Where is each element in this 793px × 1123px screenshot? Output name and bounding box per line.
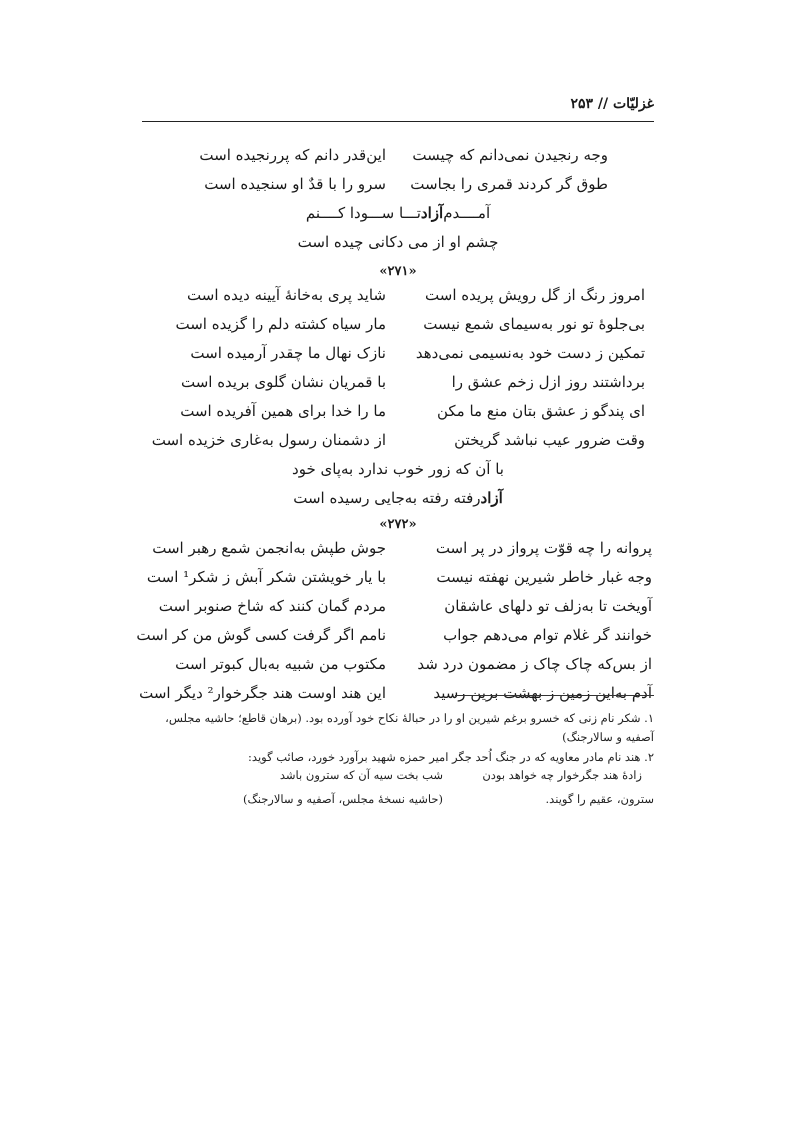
hemistich-left: سرو را با قدٌ او سنجیده است (204, 175, 386, 193)
verse-row (142, 315, 654, 344)
hemistich-right: وجه غبار خاطر شیرین نهفته نیست (436, 568, 652, 586)
hemistich-left: جوش طپش به‌انجمن شمع رهبر است (152, 539, 386, 557)
footnote-1: ۱. شکر نام زنی که خسرو برغم شیرین او را در حبالهٔ نکاح خود آورده بود. (برهان قاطع؛ حاشیه مجلس، آصفیه و سالارجنگ) (165, 711, 654, 744)
hemistich-right: آدم به‌این زمین ز بهشت برین رسید (433, 684, 652, 702)
hemistich-right: امروز رنگ از گل رویش پریده است (425, 286, 645, 304)
hemistich-right: تمکین ز دست خود به‌نسیمی نمی‌دهد (415, 344, 645, 362)
hemistich-right: وقت ضرور عیب نباشد گریختن (454, 431, 645, 449)
verse-row (142, 568, 654, 597)
verse-row (142, 597, 654, 626)
hemistich-right: ای پندگو ز عشق بتان منع ما مکن (436, 402, 645, 420)
hemistich-left: مردم گمان کنند که شاخ صنوبر است (158, 597, 386, 615)
poem-continuation (142, 146, 654, 262)
hemistich-left: مار سیاه کشته دلم را گزیده است (175, 315, 386, 333)
poem-272 (136, 539, 654, 713)
hemistich-left: مکتوب من شبیه به‌بال کبوتر است (175, 655, 386, 673)
verse-row (142, 175, 654, 204)
hemistich-left: با قمریان نشان گلوی بریده است (180, 373, 386, 391)
verse-row (142, 373, 654, 402)
closing-text: چشم او از می دکانی چیده است (297, 233, 499, 251)
verse-row (142, 655, 654, 684)
footnote-verse-left: شب بخت سیه آن که سترون باشد (279, 768, 443, 782)
hemistich-right: از بس‌که چاک چاک ز مضمون درد شد (417, 655, 652, 673)
verse-row (142, 402, 654, 431)
closing-text-after: تـــا ســـودا کــــنم (305, 204, 421, 222)
poem-271 (142, 286, 654, 518)
hemistich-right: برداشتند روز ازل زخم عشق را (451, 373, 645, 391)
hemistich-right: وجه رنجیدن نمی‌دانم که چیست (412, 146, 608, 164)
page-header: غزلیّات // ۲۵۳ (570, 96, 654, 112)
hemistich-right: بی‌جلوهٔ تو نور به‌سیمای شمع نیست (423, 315, 645, 333)
verse-row (136, 626, 654, 655)
footnote-definition: سترون، عقیم را گویند. (545, 792, 654, 806)
closing-text: با آن که زور خوب ندارد به‌پای خود (292, 460, 504, 478)
hemistich-right: آویخت تا به‌زلف تو دلهای عاشقان (444, 597, 652, 615)
hemistich-right: خوانند گر غلام توام می‌دهم جواب (443, 626, 652, 644)
hemistich-left: این‌قدر دانم که پررنجیده است (199, 146, 386, 164)
closing-line (142, 233, 654, 262)
verse-row (142, 431, 654, 460)
pen-name: آزاد (420, 204, 444, 222)
closing-text-before: آمــــدم (443, 204, 491, 222)
header-rule (142, 121, 654, 122)
poem-number: «۲۷۲» (379, 517, 417, 532)
footnote-source: (حاشیه نسخهٔ مجلس، آصفیه و سالارجنگ) (242, 792, 443, 806)
hemistich-right: پروانه را چه قوّت پرواز در پر است (435, 539, 652, 557)
hemistich-left: نازک نهال ما چقدر آرمیده است (190, 344, 386, 362)
poem-number: «۲۷۱» (379, 264, 417, 279)
hemistich-left: این هند اوست هند جگرخوار² دیگر است (139, 684, 386, 702)
hemistich-left: از دشمنان رسول به‌غاری خزیده است (151, 431, 386, 449)
hemistich-right: طوق گر کردند قمری را بجاست (410, 175, 608, 193)
closing-line (142, 489, 654, 518)
footnote-rule (455, 695, 654, 696)
verse-row (142, 344, 654, 373)
closing-line (142, 204, 654, 233)
hemistich-left: نامم اگر گرفت کسی گوش من کر است (136, 626, 386, 644)
pen-name: آزاد (480, 489, 503, 507)
closing-line (142, 460, 654, 489)
verse-row (142, 146, 654, 175)
hemistich-left: شاید پری به‌خانهٔ آیینه دیده است (187, 286, 386, 304)
closing-text-after: رفته رفته به‌جایی رسیده است (293, 489, 481, 507)
verse-row (142, 539, 654, 568)
footnote-2: ۲. هند نام مادر معاویه که در جنگ اُحد جگر امیر حمزه شهید برآورد خورد، صائب گوید: (248, 750, 654, 764)
hemistich-left: با یار خویشتن شکر آبش ز شکر¹ است (146, 568, 386, 586)
footnote-verse-right: زادهٔ هند جگرخوار چه خواهد بودن (482, 768, 642, 782)
hemistich-left: ما را خدا برای همین آفریده است (180, 402, 386, 420)
verse-row (142, 286, 654, 315)
